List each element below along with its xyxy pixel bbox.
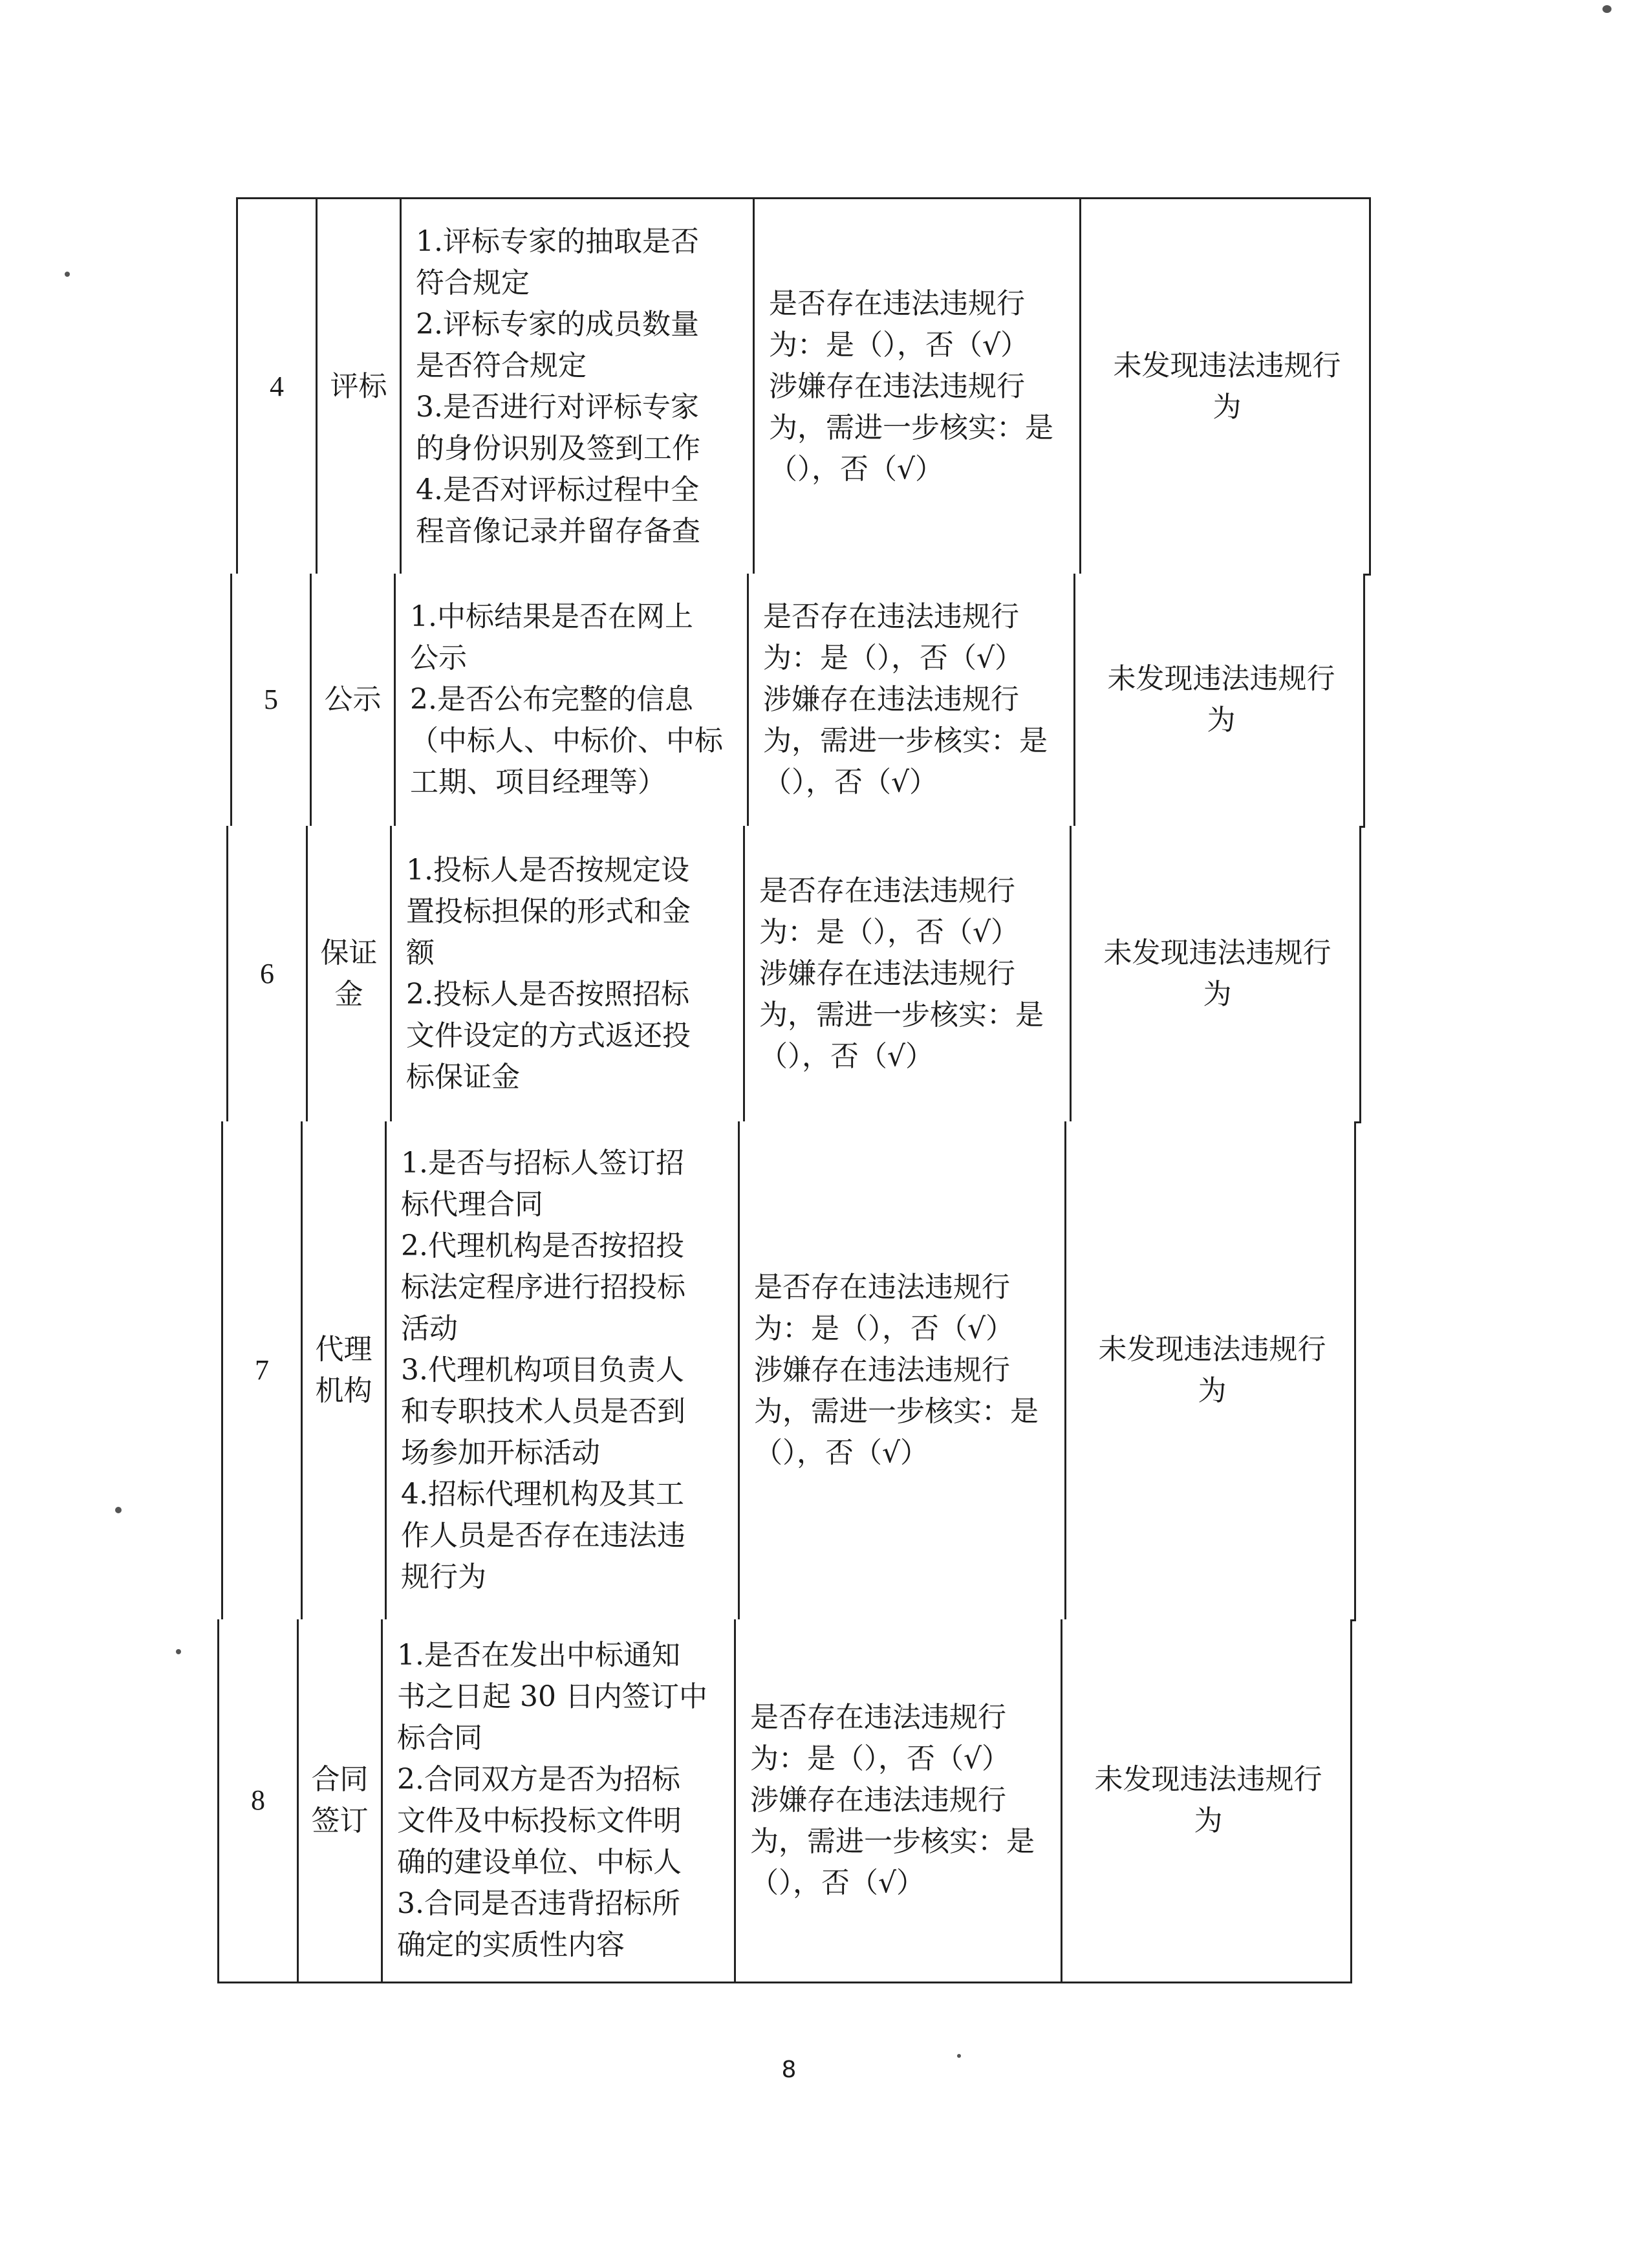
row-number: 6	[228, 826, 308, 1121]
violation-check-line: 为，需进一步核实：是	[759, 998, 1044, 1031]
inspection-content-line: 文件及中标投标文件明	[397, 1804, 682, 1837]
table-row	[226, 826, 1361, 1123]
inspection-content-line: 2.投标人是否按照招标	[406, 977, 689, 1011]
inspection-item	[299, 1619, 383, 1982]
inspection-content	[392, 826, 745, 1121]
inspection-item-line: 金	[334, 977, 363, 1011]
table-row	[217, 1619, 1352, 1983]
inspection-result-line: 为	[1194, 1804, 1223, 1837]
inspection-content	[387, 1121, 740, 1619]
scan-speck	[176, 1649, 181, 1654]
inspection-content-line: 文件设定的方式返还投	[406, 1019, 691, 1052]
inspection-content-line: 标代理合同	[401, 1188, 543, 1221]
table-row	[236, 197, 1371, 576]
violation-check	[755, 199, 1081, 574]
violation-check	[736, 1619, 1062, 1982]
inspection-item	[308, 826, 392, 1121]
inspection-item-line: 代理	[315, 1333, 372, 1366]
inspection-content-line: 标法定程序进行招投标	[401, 1271, 685, 1304]
inspection-content-line: 1.中标结果是否在网上	[410, 600, 693, 633]
inspection-content-line: 工期、项目经理等）	[410, 766, 666, 799]
inspection-item-line: 保证	[320, 936, 378, 969]
inspection-result-line: 为	[1203, 977, 1232, 1011]
violation-check-line: （），否（√）	[754, 1436, 929, 1469]
inspection-content	[402, 199, 755, 574]
inspection-content-line: 作人员是否存在违法违	[401, 1519, 685, 1552]
inspection-result-line: 未发现违法违规行	[1098, 1333, 1326, 1366]
violation-check-line: 是否存在违法违规行	[754, 1271, 1010, 1304]
inspection-content-line: 规行为	[401, 1561, 486, 1593]
violation-check	[745, 826, 1072, 1121]
violation-check-line: 为：是（），否（√）	[763, 642, 1024, 675]
violation-check	[749, 574, 1075, 826]
scan-speck	[1602, 5, 1611, 13]
violation-check-line: （），否（√）	[763, 766, 938, 799]
inspection-content-line: 3.合同是否违背招标所	[397, 1887, 680, 1920]
inspection-content-line: 1.是否与招标人签订招	[401, 1147, 684, 1180]
inspection-result	[1075, 574, 1367, 826]
violation-check-line: （），否（√）	[759, 1039, 934, 1073]
violation-check-line: 涉嫌存在违法违规行	[750, 1784, 1006, 1817]
violation-check-line: 是否存在违法违规行	[750, 1701, 1006, 1734]
violation-check-line: （），否（√）	[750, 1866, 925, 1899]
violation-check-line: 为，需进一步核实：是	[769, 411, 1053, 444]
violation-check-line: 为，需进一步核实：是	[750, 1825, 1035, 1858]
table-row	[221, 1121, 1356, 1621]
violation-check-line: 为：是（），否（√）	[754, 1312, 1015, 1345]
inspection-result-line: 为	[1207, 704, 1236, 737]
inspection-content-line: 1.投标人是否按规定设	[406, 853, 689, 887]
inspection-result	[1066, 1121, 1358, 1619]
violation-check-line: 为，需进一步核实：是	[754, 1395, 1039, 1428]
inspection-item-line: 合同	[311, 1763, 369, 1796]
scan-speck	[115, 1507, 122, 1513]
inspection-content-line: 公示	[410, 642, 467, 675]
violation-check-line: 涉嫌存在违法违规行	[759, 956, 1015, 990]
inspection-result-line: 未发现违法违规行	[1107, 662, 1335, 695]
inspection-content-line: 1.是否在发出中标通知	[397, 1639, 680, 1672]
inspection-item	[318, 199, 402, 574]
inspection-content-line: 符合规定	[416, 266, 530, 299]
inspection-result-line: 未发现违法违规行	[1113, 349, 1341, 382]
inspection-item-line: 公示	[324, 683, 382, 716]
inspection-content-line: 2.评标专家的成员数量	[416, 307, 699, 341]
inspection-item-line: 机构	[315, 1374, 372, 1407]
inspection-content-line: 确定的实质性内容	[397, 1928, 625, 1961]
inspection-content-line: 标合同	[397, 1722, 482, 1755]
row-number: 8	[219, 1619, 299, 1982]
page-number: 8	[781, 2057, 797, 2083]
violation-check-line: 涉嫌存在违法违规行	[754, 1354, 1010, 1387]
violation-check-line: 为：是（），否（√）	[759, 915, 1020, 949]
inspection-content-line: 活动	[401, 1312, 458, 1345]
violation-check-line: 是否存在违法违规行	[759, 874, 1015, 907]
inspection-content-line: 的身份识别及签到工作	[416, 431, 700, 465]
inspection-item	[312, 574, 396, 826]
violation-check-line: 涉嫌存在违法违规行	[763, 683, 1019, 716]
violation-check	[740, 1121, 1066, 1619]
violation-check-line: 是否存在违法违规行	[763, 600, 1019, 633]
inspection-content-line: 程音像记录并留存备查	[416, 514, 700, 548]
inspection-content-line: 2.代理机构是否按招投	[401, 1229, 684, 1262]
inspection-content-line: 2.是否公布完整的信息	[410, 683, 693, 716]
inspection-item-line: 签订	[311, 1804, 369, 1837]
inspection-result	[1062, 1619, 1354, 1982]
inspection-content	[396, 574, 749, 826]
violation-check-line: 为：是（），否（√）	[769, 328, 1029, 362]
row-number: 4	[238, 199, 318, 574]
inspection-content-line: 1.评标专家的抽取是否	[416, 224, 699, 258]
inspection-content-line: 2.合同双方是否为招标	[397, 1763, 680, 1796]
inspection-content-line: 标保证金	[406, 1060, 520, 1094]
inspection-result	[1081, 199, 1373, 574]
inspection-content-line: 置投标担保的形式和金	[406, 894, 691, 928]
inspection-content-line: 和专职技术人员是否到	[401, 1395, 685, 1428]
scan-speck	[65, 272, 70, 277]
inspection-content-line: 是否符合规定	[416, 349, 587, 382]
inspection-result	[1072, 826, 1363, 1121]
inspection-content-line: 确的建设单位、中标人	[397, 1846, 682, 1879]
inspection-content-line: 4.是否对评标过程中全	[416, 473, 699, 506]
inspection-content	[383, 1619, 736, 1982]
inspection-content-line: 3.代理机构项目负责人	[401, 1354, 684, 1387]
inspection-content-line: 书之日起 30 日内签订中	[397, 1680, 707, 1713]
inspection-result-line: 未发现违法违规行	[1094, 1763, 1322, 1796]
inspection-item-line: 评标	[330, 369, 387, 403]
inspection-item	[303, 1121, 387, 1619]
violation-check-line: （），否（√）	[769, 452, 944, 486]
inspection-content-line: 3.是否进行对评标专家	[416, 390, 699, 424]
violation-check-line: 涉嫌存在违法违规行	[769, 369, 1025, 403]
table-row	[230, 574, 1365, 828]
violation-check-line: 为：是（），否（√）	[750, 1742, 1011, 1775]
inspection-result-line: 未发现违法违规行	[1103, 936, 1331, 969]
violation-check-line: 是否存在违法违规行	[769, 286, 1025, 320]
inspection-content-line: 4.招标代理机构及其工	[401, 1478, 684, 1511]
inspection-result-line: 为	[1198, 1374, 1227, 1407]
inspection-content-line: 场参加开标活动	[401, 1436, 600, 1469]
violation-check-line: 为，需进一步核实：是	[763, 724, 1048, 757]
inspection-result-line: 为	[1212, 390, 1242, 424]
row-number: 5	[232, 574, 312, 826]
scan-speck	[957, 2054, 961, 2058]
inspection-content-line: 额	[406, 936, 435, 969]
inspection-content-line: （中标人、中标价、中标	[410, 724, 723, 757]
row-number: 7	[223, 1121, 303, 1619]
